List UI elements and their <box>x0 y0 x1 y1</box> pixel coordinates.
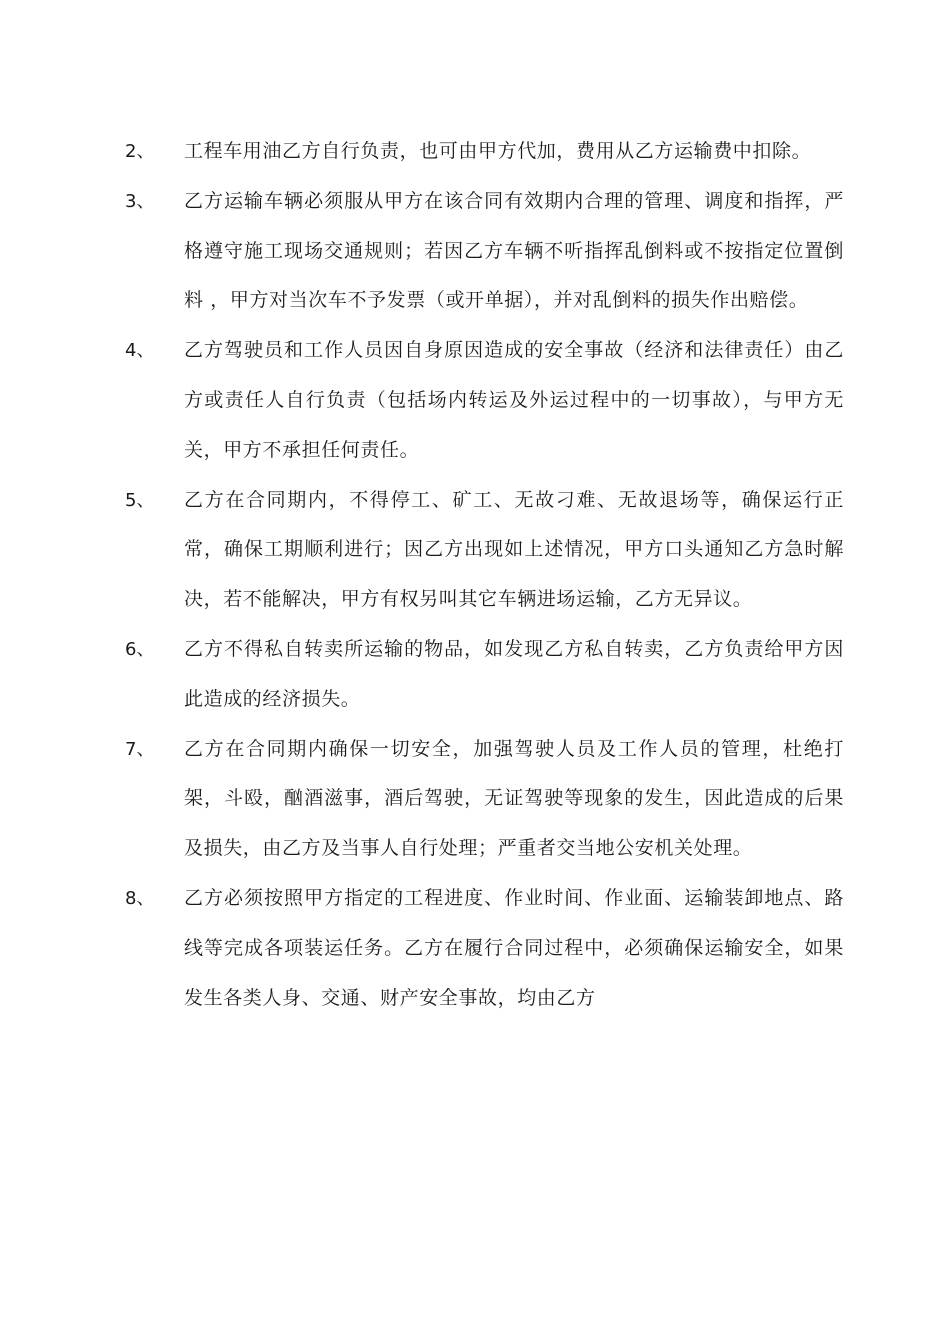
clause-text: 乙方在合同期内，不得停工、矿工、无故刁难、无故退场等，确保运行正常，确保工期顺利进行；因乙方出现如上述情况，甲方口头通知乙方急时解决，若不能解决，甲方有权另叫其它车辆进场运输，乙方无异议。 <box>184 488 844 611</box>
clause-5 <box>0 476 950 625</box>
clause-number: 7、 <box>125 738 155 760</box>
clause-number: 4、 <box>125 340 155 362</box>
clause-2 <box>0 127 950 177</box>
clause-3 <box>0 177 950 326</box>
clause-text: 工程车用油乙方自行负责，也可由甲方代加，费用从乙方运输费中扣除。 <box>184 140 812 162</box>
clause-number: 8、 <box>125 887 155 909</box>
clause-number: 5、 <box>125 489 155 511</box>
clause-8 <box>0 874 950 1023</box>
clause-number: 6、 <box>125 638 155 660</box>
clause-list <box>0 127 950 1023</box>
clause-6 <box>0 625 950 725</box>
clause-text: 乙方必须按照甲方指定的工程进度、作业时间、作业面、运输装卸地点、路线等完成各项装运任务。乙方在履行合同过程中，必须确保运输安全，如果发生各类人身、交通、财产安全事故，均由乙方 <box>184 886 844 1009</box>
clause-number: 3、 <box>125 190 155 212</box>
clause-number: 2、 <box>125 141 155 162</box>
clause-text: 乙方不得私自转卖所运输的物品，如发现乙方私自转卖，乙方负责给甲方因此造成的经济损失。 <box>184 637 844 710</box>
clause-4 <box>0 326 950 475</box>
clause-text: 乙方驾驶员和工作人员因自身原因造成的安全事故（经济和法律责任）由乙方或责任人自行负责（包括场内转运及外运过程中的一切事故），与甲方无关，甲方不承担任何责任。 <box>184 339 844 461</box>
clause-text: 乙方运输车辆必须服从甲方在该合同有效期内合理的管理、调度和指挥，严格遵守施工现场交通规则；若因乙方车辆不听指挥乱倒料或不按指定位置倒料 ，甲方对当次车不予发票（或开单据），并对乱倒料的损失作出赔偿。 <box>184 189 844 312</box>
clause-text: 乙方在合同期内确保一切安全，加强驾驶人员及工作人员的管理，杜绝打架，斗殴，酗酒滋事，酒后驾驶，无证驾驶等现象的发生，因此造成的后果及损失，由乙方及当事人自行处理；严重者交当地公安机关处理。 <box>184 737 844 860</box>
clause-7 <box>0 725 950 874</box>
